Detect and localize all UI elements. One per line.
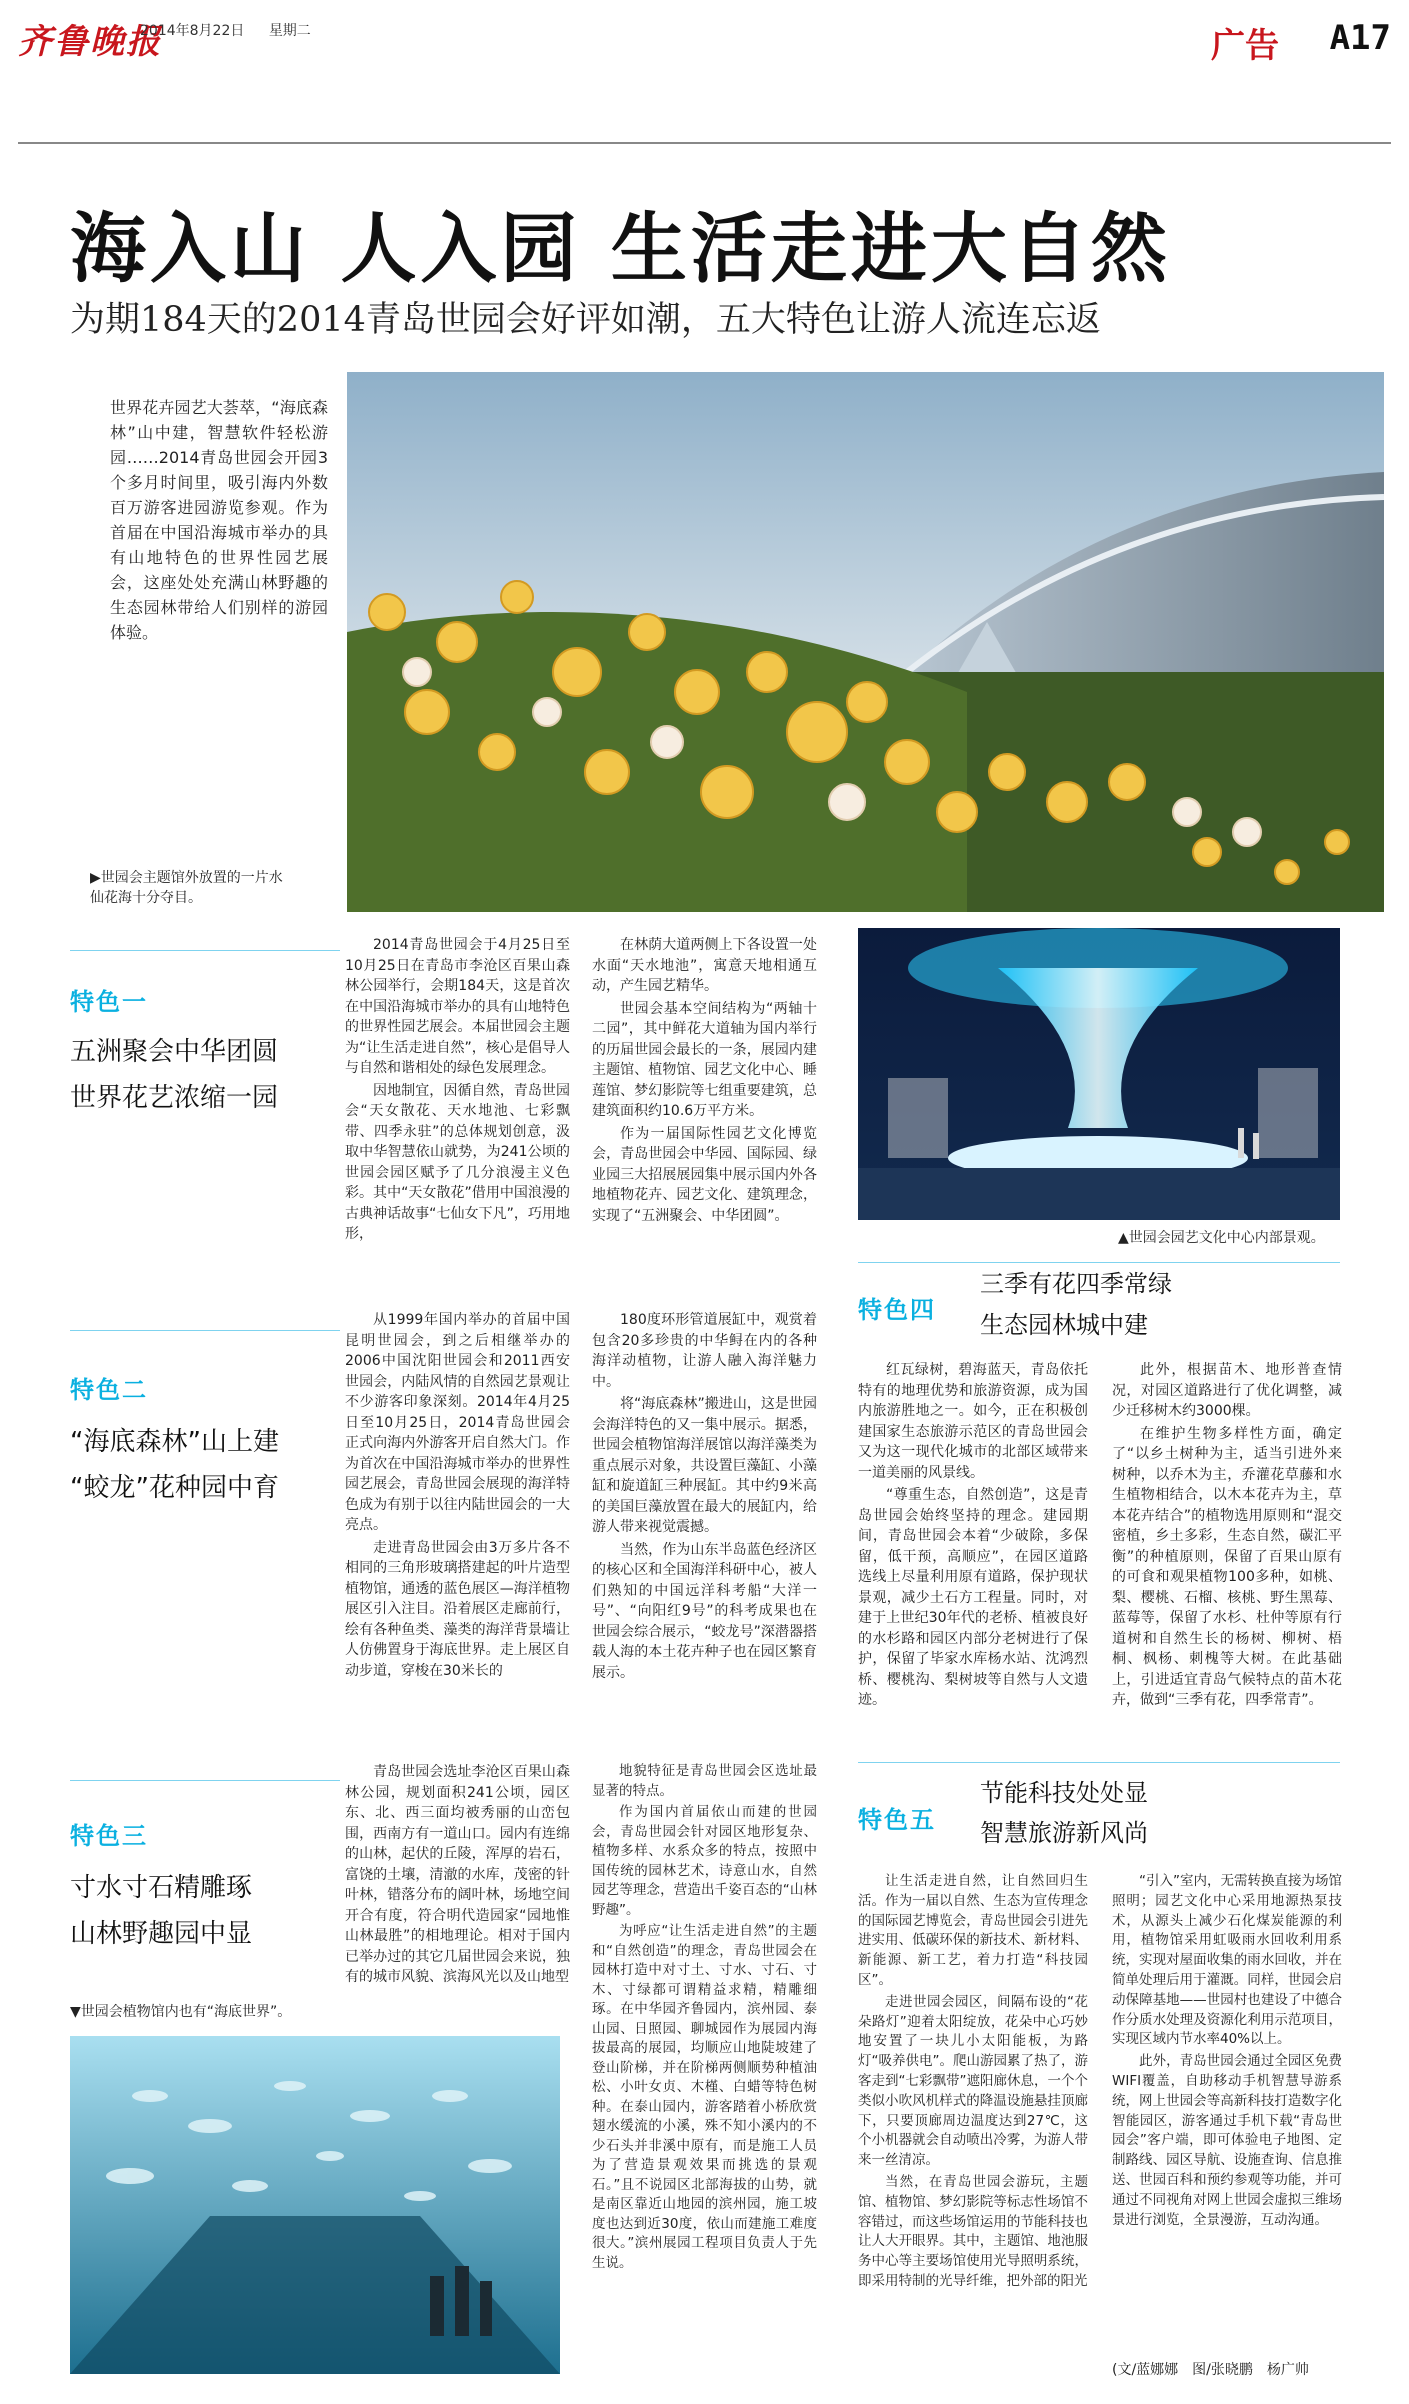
feature-3-badge: 特色三 [70,1822,148,1850]
feature-2-title-line-1: “海底森林”山上建 [70,1427,279,1457]
article-lead: 世界花卉园艺大荟萃，“海底森林”山中建，智慧软件轻松游园……2014青岛世园会开园3个多月时间里，吸引海内外数百万游客进园游览参观。作为首届在中国沿海城市举办的具有山地特色的世界性园艺展会，这座处处充满山林野趣的生态园林带给人们别样的游园体验。 [110,398,328,642]
feature-2-column-2 [592,1310,817,1685]
feature-3-divider [70,1780,340,1781]
paragraph: 在林荫大道两侧上下各设置一处水面“天水地池”，寓意天地相通互动，产生园艺精华。 [592,937,817,994]
paragraph: 让生活走进自然，让自然回归生活。作为一届以自然、生态为宣传理念的国际园艺博览会，青岛世园会引进先进实用、低碳环保的新技术、新材料、新能源、新工艺，着力打造“科技园区”。 [858,1873,1088,1988]
feature-3-title-line-1: 寸水寸石精雕琢 [70,1873,253,1903]
flower-field-photo [347,372,1384,912]
masthead-rule [18,142,1391,144]
culture-center-photo [858,928,1340,1220]
masthead-date-line [140,20,331,40]
feature-5-title-line-2: 智慧旅游新风尚 [980,1819,1148,1847]
feature-1-title-line-2: 世界花艺浓缩一园 [70,1083,279,1113]
paragraph: 当然，作为山东半岛蓝色经济区的核心区和全国海洋科研中心，被人们熟知的中国远洋科考船“大洋一号”、“向阳红9号”的科考成果也在世园会综合展示，“蛟龙号”深潜器搭载人海的本土花卉种子也在园区繁育展示。 [592,1541,817,1681]
feature-4-divider [858,1262,1340,1263]
paragraph: 此外，青岛世园会通过全园区免费WIFI覆盖，自助移动手机智慧导游系统，网上世园会等高新科技打造数字化智能园区，游客通过手机下载“青岛世园会”客户端，即可体验电子地图、定制路线、园区导航、设施查询、信息推送、世园百科和预约参观等功能，并可通过不同视角对网上世园会虚拟三维场景进行浏览，全景漫游，互动沟通。 [1112,2053,1342,2228]
feature-1-title-line-1: 五洲聚会中华团圆 [70,1037,279,1067]
paragraph: 从1999年国内举办的首届中国昆明世园会，到之后相继举办的2006中国沈阳世园会和2011西安世园会，内陆风情的自然园艺景观让不少游客印象深刻。2014年4月25日至10月25日，2014青岛世园会正式向海内外游客开启自然大门。作为首次在中国沿海城市举办的世界性园艺展会，青岛世园会展现的海洋特色成为有别于以往内陆世园会的一大亮点。 [345,1312,570,1533]
feature-1-column-2 [592,935,817,1228]
paragraph: 在维护生物多样性方面，确定了“以乡土树种为主，适当引进外来树种，以乔木为主，乔灌花草藤和水生植物相结合，以木本花卉为主，草本花卉结合”的植物选用原则和“混交密植，乡土多彩，生态自然，碳汇平衡”的种植原则，保留了百果山原有的可食和观果植物100多种，如桃、梨、樱桃、石榴、核桃、野生黑莓、蓝莓等，保留了水杉、杜仲等原有行道树和自然生长的杨树、柳树、梧桐、枫杨、刺槐等大树。在此基础上，引进适宜青岛气候特点的苗木花卉，做到“三季有花，四季常青”。 [1112,1425,1342,1708]
paragraph: 当然，在青岛世园会游玩，主题馆、植物馆、梦幻影院等标志性场馆不容错过，而这些场馆运用的节能科技也让人大开眼界。其中，主题馆、地池服务中心等主要场馆使用光导照明系统，即采用特制的光导纤维，把外部的阳光 [858,2173,1088,2289]
feature-2-badge: 特色二 [70,1376,148,1404]
feature-5-badge: 特色五 [858,1806,936,1834]
page-number: A17 [1329,18,1391,58]
feature-5-divider [858,1762,1340,1763]
culture-photo-caption: ▲世园会园艺文化中心内部景观。 [1118,1230,1325,1246]
paragraph: 为呼应“让生活走进自然”的主题和“自然创造”的理念，青岛世园会在园林打造中对寸土、寸水、寸石、寸木、寸绿都可谓精益求精，精雕细琢。在中华园齐鲁园内，滨州园、泰山园、日照园、聊城园作为展园内海拔最高的展园，均顺应山地陡坡建了登山阶梯，并在阶梯两侧顺势种植油松、小叶女贞、木槿、白蜡等特色树种。在泰山园内，游客踏着小桥欣赏翅水缓流的小溪，殊不知小溪内的不少石头并非溪中原有，而是施工人员为了营造景观效果而挑选的景观石。”且不说园区北部海拔的山势，就是南区靠近山地园的滨州园，施工坡度也达到近30度，依山而建施工难度很大。”滨州展园工程项目负责人于先生说。 [592,1923,817,2271]
feature-5-title-line-1: 节能科技处处显 [980,1779,1148,1807]
paragraph: 将“海底森林”搬进山，这是世园会海洋特色的又一集中展示。据悉，世园会植物馆海洋展馆以海洋藻类为重点展示对象，共设置巨藻缸、小藻缸和旋道缸三种展缸。其中约9米高的美国巨藻放置在最大的展缸内，给游人带来视觉震撼。 [592,1396,817,1535]
article-byline: (文/蓝娜娜 图/张晓鹏 杨广帅 [1112,2362,1309,2378]
issue-weekday: 星期二 [268,23,311,39]
feature-4-column-2 [1112,1360,1342,1713]
paragraph: “引入”室内，无需转换直接为场馆照明；园艺文化中心采用地源热泵技术，从源头上减少石化煤炭能源的利用，植物馆采用虹吸雨水回收利用系统，实现对屋面收集的雨水回收，并在简单处理后用于灌溉。同样，世园会启动保障基地——世园村也建设了中德合作分质水处理及资源化利用示范项目，实现区域内节水率40%以上。 [1112,1873,1342,2048]
feature-4-title-line-1: 三季有花四季常绿 [980,1270,1172,1298]
feature-1-badge: 特色一 [70,988,148,1016]
paragraph: 作为国内首届依山而建的世园会，青岛世园会针对园区地形复杂、植物多样、水系众多的特点，按照中国传统的园林艺术，诗意山水，自然园艺等理念，营造出千姿百态的“山林野趣”。 [592,1804,817,1918]
paragraph: “尊重生态，自然创造”，这是青岛世园会始终坚持的理念。建园期间，青岛世园会本着“少破除，多保留，低干预，高顺应”，在园区道路选线上尽量利用原有道路，保护现状景观，减少土石方工程量。同时，对建于上世纪30年代的老桥、植被良好的水杉路和园区内部分老树进行了保护，保留了毕家水库杨水站、沈鸿烈桥、樱桃沟、梨树坡等自然与人文遗迹。 [858,1487,1088,1708]
paper-logo: 齐鲁晚报 [18,22,162,62]
aquarium-photo [70,2036,560,2374]
paragraph: 因地制宜，因循自然，青岛世园会“天女散花、天水地池、七彩飘带、四季永驻”的总体规划创意，汲取中华智慧依山就势，为241公顷的世园会园区赋予了几分浪漫主义色彩。其中“天女散花”借用中国浪漫的古典神话故事“七仙女下凡”，巧用地形， [345,1082,570,1242]
paragraph: 青岛世园会选址李沧区百果山森林公园，规划面积241公顷，园区东、北、西三面均被秀丽的山峦包围，西南方有一道山口。园内有连绵的山林，起伏的丘陵，浑厚的岩石，富饶的土壤，清澈的水库，茂密的针叶林，错落分布的阔叶林，场地空间开合有度，符合明代造园家“园地惟山林最胜”的相地理论。相对于国内已举办过的其它几届世园会来说，独有的城市风貌、滨海风光以及山地型 [345,1764,570,1985]
paragraph: 世园会基本空间结构为“两轴十二园”，其中鲜花大道轴为国内举行的历届世园会最长的一条，展园内建主题馆、植物馆、园艺文化中心、睡莲馆、梦幻影院等七组重要建筑，总建筑面积约10.6万平方米。 [592,1000,817,1119]
paragraph: 作为一届国际性园艺文化博览会，青岛世园会中华园、国际园、绿业园三大招展展园集中展示国内外各地植物花卉、园艺文化、建筑理念，实现了“五洲聚会、中华团圆”。 [592,1125,817,1224]
feature-3-column-2 [592,1762,817,2275]
aquarium-photo-caption: ▼世园会植物馆内也有“海底世界”。 [70,2004,292,2020]
article-subheadline: 为期184天的2014青岛世园会好评如潮，五大特色让游人流连忘返 [70,300,1101,340]
paragraph: 走进世园会园区，间隔布设的“花朵路灯”迎着太阳绽放，花朵中心巧妙地安置了一块儿小太阳能板，为路灯“吸养供电”。爬山游园累了热了，游客走到“七彩飘带”遮阳廊休息，一个个类似小吹风机样式的降温设施悬挂顶廊下，只要顶廊周边温度达到27℃，这个小机器就会自动喷出冷雾，为游人带来一丝清凉。 [858,1993,1088,2169]
article-headline: 海入山 人入园 生活走进大自然 [70,204,1171,293]
feature-3-column-1 [345,1762,570,1990]
paragraph: 地貌特征是青岛世园会区选址最显著的特点。 [592,1763,817,1799]
section-label: 广告 [1211,26,1279,66]
feature-3-title-line-2: 山林野趣园中显 [70,1919,253,1949]
feature-4-title-line-2: 生态园林城中建 [980,1311,1148,1339]
feature-4-badge: 特色四 [858,1296,936,1324]
feature-5-column-2 [1112,1872,1342,2232]
feature-1-column-1 [345,935,570,1247]
paragraph: 红瓦绿树，碧海蓝天，青岛依托特有的地理优势和旅游资源，成为国内旅游胜地之一。如今，正在积极创建国家生态旅游示范区的青岛世园会又为这一现代化城市的北部区域带来一道美丽的风景线。 [858,1362,1088,1481]
paragraph: 此外，根据苗木、地形普查情况，对园区道路进行了优化调整，减少迁移树木约3000棵。 [1112,1362,1342,1419]
feature-2-divider [70,1330,340,1331]
feature-5-column-1 [858,1872,1088,2294]
flower-photo-caption: ▶世园会主题馆外放置的一片水仙花海十分夺目。 [90,870,283,906]
paragraph: 180度环形管道展缸中，观赏着包含20多珍贵的中华鲟在内的各种海洋动植物，让游人融入海洋魅力中。 [592,1312,817,1390]
paragraph: 走进青岛世园会由3万多片各不相同的三角形玻璃搭建起的叶片造型植物馆，通透的蓝色展区—海洋植物展区引入注目。沿着展区走廊前行，绘有各种鱼类、藻类的海洋背景墙让人仿佛置身于海底世界。走上展区自动步道，穿梭在30米长的 [345,1539,570,1679]
feature-1-divider [70,950,340,951]
feature-2-column-1 [345,1310,570,1683]
paragraph: 2014青岛世园会于4月25日至10月25日在青岛市李沧区百果山森林公园举行，会期184天，这是首次在中国沿海城市举办的具有山地特色的世界性园艺展会。本届世园会主题为“让生活走进自然”，核心是倡导人与自然和谐相处的绿色发展理念。 [345,937,570,1076]
issue-date: 2014年8月22日 [140,23,245,39]
feature-2-title-line-2: “蛟龙”花种园中育 [70,1473,279,1503]
feature-4-column-1 [858,1360,1088,1713]
